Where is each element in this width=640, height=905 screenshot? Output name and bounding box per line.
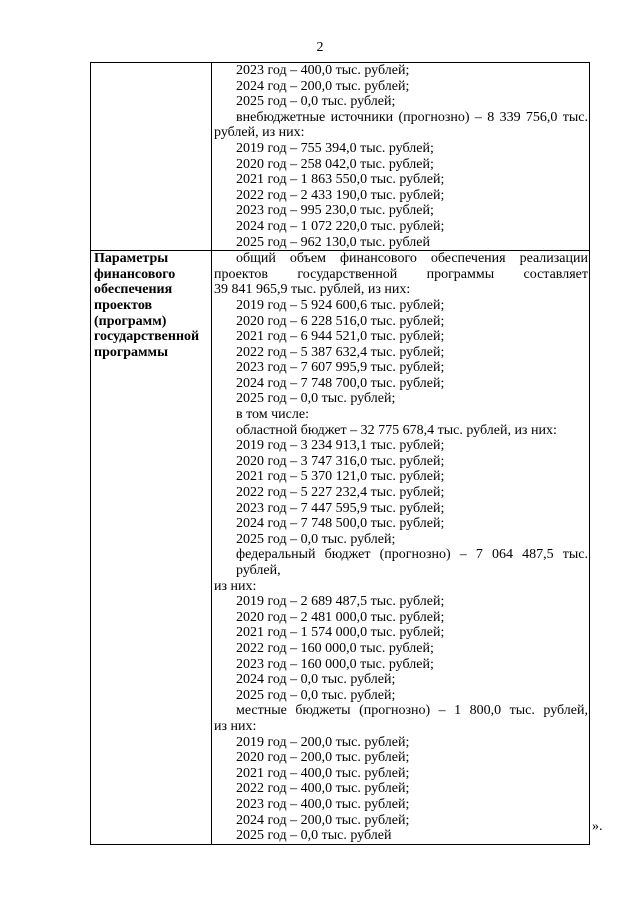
table-row-project-financing (91, 251, 590, 845)
text-line: 2022 год – 2 433 190,0 тыс. рублей; (236, 187, 445, 203)
text-line: областной бюджет – 32 775 678,4 тыс. рублей, из них: (236, 422, 557, 438)
text-line: 2020 год – 258 042,0 тыс. рублей; (236, 156, 434, 172)
text-line: 2019 год – 200,0 тыс. рублей; (236, 734, 410, 750)
row2-label-cell (91, 251, 212, 845)
text-line: 2025 год – 0,0 тыс. рублей; (236, 531, 396, 547)
text-line: 2023 год – 160 000,0 тыс. рублей; (236, 656, 434, 672)
label-line: проектов (94, 297, 153, 313)
table-row-continuation (91, 63, 590, 251)
text-line: внебюджетные источники (прогнозно) – 8 339 756,0 тыс. (236, 109, 588, 125)
text-line: 2023 год – 7 447 595,9 тыс. рублей; (236, 500, 445, 516)
text-line: 2021 год – 5 370 121,0 тыс. рублей; (236, 469, 445, 485)
text-line: 2019 год – 755 394,0 тыс. рублей; (236, 140, 434, 156)
label-line: финансового (94, 266, 176, 282)
text-line: рублей, из них: (214, 125, 305, 141)
row2-content-cell (212, 251, 590, 845)
text-line: 2019 год – 3 234 913,1 тыс. рублей; (236, 438, 445, 454)
text-line: 2019 год – 2 689 487,5 тыс. рублей; (236, 594, 445, 610)
text-line: 2020 год – 3 747 316,0 тыс. рублей; (236, 453, 445, 469)
text-line: 2025 год – 0,0 тыс. рублей; (236, 94, 396, 110)
text-line: 2021 год – 1 574 000,0 тыс. рублей; (236, 625, 445, 641)
text-line: 2022 год – 5 227 232,4 тыс. рублей; (236, 485, 445, 501)
financing-table (90, 62, 590, 845)
text-line: 2023 год – 7 607 995,9 тыс. рублей; (236, 360, 445, 376)
text-line: 2024 год – 7 748 700,0 тыс. рублей; (236, 375, 445, 391)
closing-quote: ». (592, 819, 603, 834)
text-line: 2024 год – 1 072 220,0 тыс. рублей; (236, 218, 445, 234)
text-line: 2020 год – 2 481 000,0 тыс. рублей; (236, 609, 445, 625)
text-line: 2023 год – 400,0 тыс. рублей; (236, 63, 410, 78)
text-line: 2024 год – 200,0 тыс. рублей; (236, 812, 410, 828)
text-line: 2022 год – 160 000,0 тыс. рублей; (236, 640, 434, 656)
text-line: 2025 год – 0,0 тыс. рублей (236, 828, 392, 844)
text-line: 2025 год – 962 130,0 тыс. рублей (236, 234, 430, 250)
text-line: местные бюджеты (прогнозно) – 1 800,0 тыс. рублей, (236, 703, 588, 719)
page-number: 2 (316, 40, 324, 55)
text-line: 2022 год – 5 387 632,4 тыс. рублей; (236, 344, 445, 360)
text-line: 2024 год – 7 748 500,0 тыс. рублей; (236, 516, 445, 532)
text-line: 2025 год – 0,0 тыс. рублей; (236, 391, 396, 407)
text-line: в том числе: (236, 407, 309, 423)
text-line: федеральный бюджет (прогнозно) – 7 064 487,5 тыс. рублей, (236, 547, 588, 578)
text-line: 2021 год – 6 944 521,0 тыс. рублей; (236, 329, 445, 345)
row1-label-cell (91, 63, 212, 251)
text-line: 2020 год – 200,0 тыс. рублей; (236, 750, 410, 766)
label-line: государственной (94, 329, 200, 345)
text-line: 2019 год – 5 924 600,6 тыс. рублей; (236, 297, 445, 313)
text-line: 2024 год – 200,0 тыс. рублей; (236, 78, 410, 94)
text-line: 2022 год – 400,0 тыс. рублей; (236, 781, 410, 797)
text-line: 2021 год – 400,0 тыс. рублей; (236, 765, 410, 781)
text-line: 2023 год – 995 230,0 тыс. рублей; (236, 203, 434, 219)
text-line: 2020 год – 6 228 516,0 тыс. рублей; (236, 313, 445, 329)
text-line: общий объем финансового обеспечения реализации (236, 251, 588, 267)
label-line: Параметры (94, 251, 169, 267)
label-line: программы (94, 344, 168, 360)
text-line: проектов государственной программы составляет (214, 266, 588, 282)
text-line: 2024 год – 0,0 тыс. рублей; (236, 672, 396, 688)
text-line: 39 841 965,9 тыс. рублей, из них: (214, 282, 411, 298)
text-line: 2025 год – 0,0 тыс. рублей; (236, 687, 396, 703)
row1-content-cell (212, 63, 590, 251)
label-line: обеспечения (94, 282, 173, 298)
label-line: (программ) (94, 313, 167, 329)
text-line: 2021 год – 1 863 550,0 тыс. рублей; (236, 172, 445, 188)
text-line: 2023 год – 400,0 тыс. рублей; (236, 796, 410, 812)
text-line: из них: (214, 578, 257, 594)
text-line: из них: (214, 718, 257, 734)
